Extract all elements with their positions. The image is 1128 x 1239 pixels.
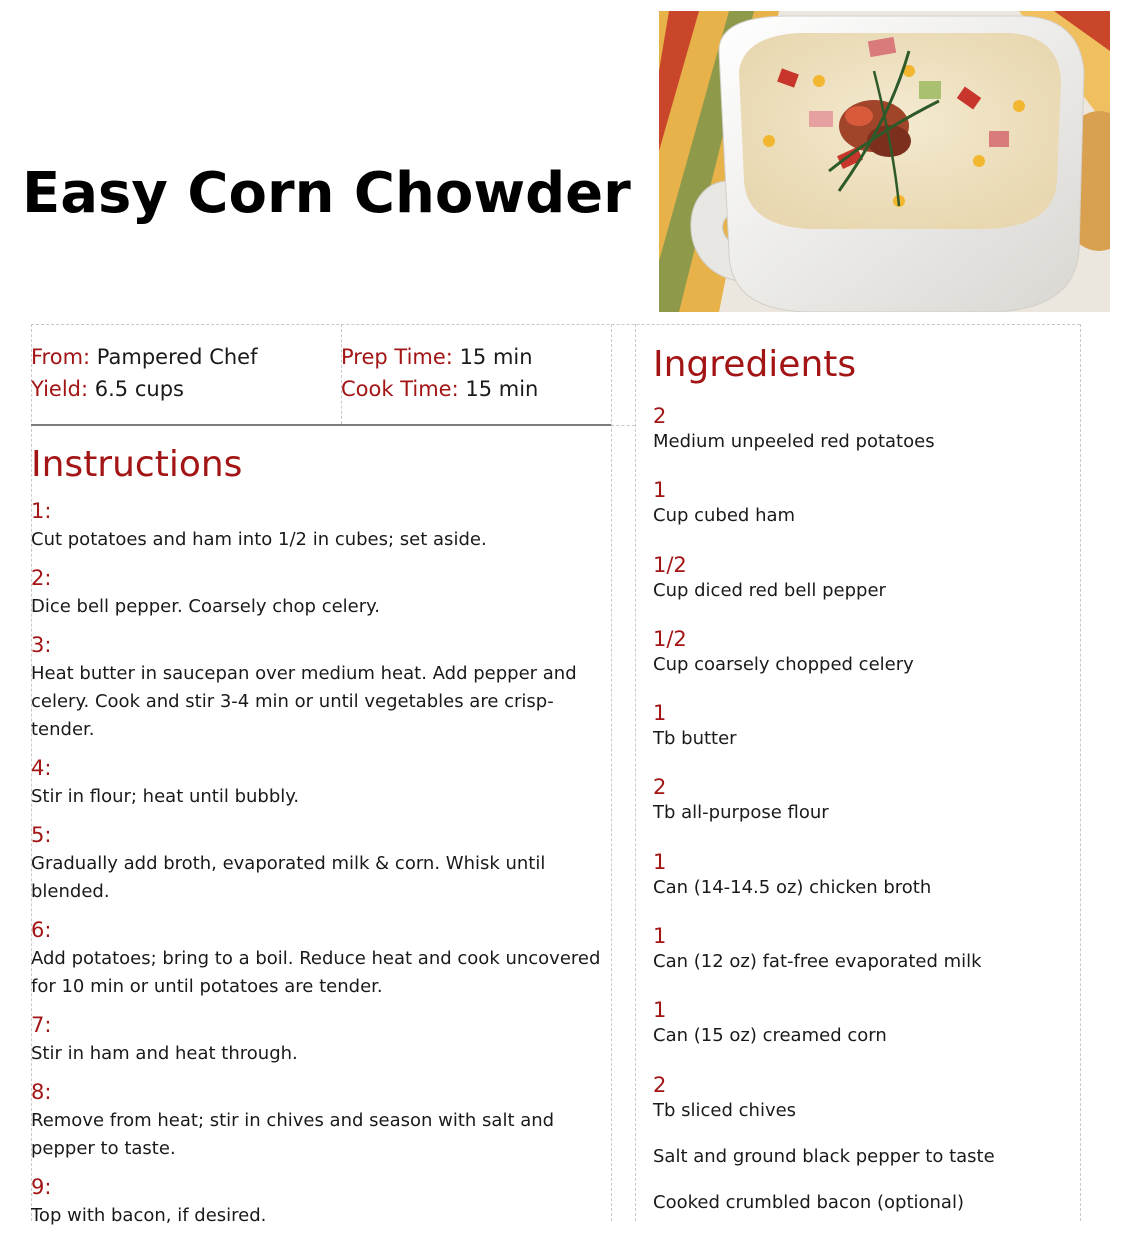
ingredient-quantity: 1 xyxy=(653,924,667,949)
ingredient-name: Can (12 oz) fat-free evaporated milk xyxy=(653,951,982,973)
ingredient-item xyxy=(653,848,1073,922)
ingredient-item xyxy=(653,476,1073,550)
step-text: Gradually add broth, evaporated milk & corn. Whisk until blended. xyxy=(31,853,546,902)
meta-cook-time xyxy=(341,373,538,405)
step-text: Top with bacon, if desired. xyxy=(31,1205,267,1226)
step-text: Cut potatoes and ham into 1/2 in cubes; set aside. xyxy=(31,529,487,550)
from-label: From: xyxy=(31,345,91,369)
ingredient-extra: Cooked crumbled bacon (optional) xyxy=(653,1191,964,1213)
table-border-right xyxy=(1080,324,1081,1221)
ingredient-item xyxy=(653,551,1073,625)
ingredient-name: Tb butter xyxy=(653,728,737,750)
yield-label: Yield: xyxy=(31,377,89,401)
ingredient-quantity: 1 xyxy=(653,849,667,874)
ingredient-name: Cup cubed ham xyxy=(653,505,796,527)
ingredient-quantity: 1 xyxy=(653,701,667,726)
ingredient-name: Cup coarsely chopped celery xyxy=(653,653,914,675)
ingredient-quantity: 1 xyxy=(653,998,667,1023)
instruction-step xyxy=(31,1010,611,1068)
ingredient-item xyxy=(653,1071,1073,1145)
soup-photo xyxy=(659,11,1110,312)
instruction-step xyxy=(31,1077,611,1163)
step-number: 2: xyxy=(31,566,52,590)
ingredient-name: Cup diced red bell pepper xyxy=(653,579,886,601)
prep-value: 15 min xyxy=(459,345,533,369)
step-text: Stir in ham and heat through. xyxy=(31,1043,298,1064)
prep-label: Prep Time: xyxy=(341,345,453,369)
step-text: Dice bell pepper. Coarsely chop celery. xyxy=(31,596,380,617)
ingredient-quantity: 2 xyxy=(653,1072,667,1097)
ingredients-heading: Ingredients xyxy=(653,344,857,385)
step-number: 4: xyxy=(31,756,52,780)
ingredient-name: Tb all-purpose flour xyxy=(653,802,829,824)
step-number: 6: xyxy=(31,918,52,942)
yield-value: 6.5 cups xyxy=(94,377,184,401)
ingredients-list xyxy=(653,402,1073,1237)
instructions-heading: Instructions xyxy=(31,444,243,485)
from-value: Pampered Chef xyxy=(96,345,258,369)
step-number: 9: xyxy=(31,1175,52,1199)
step-number: 3: xyxy=(31,633,52,657)
ingredient-item xyxy=(653,996,1073,1070)
soup-photo-icon xyxy=(659,11,1110,312)
step-number: 5: xyxy=(31,823,52,847)
step-text: Stir in flour; heat until bubbly. xyxy=(31,786,300,807)
instruction-step xyxy=(31,820,611,906)
recipe-title: Easy Corn Chowder xyxy=(22,161,631,226)
ingredient-item xyxy=(653,625,1073,699)
step-text: Heat butter in saucepan over medium heat. Add pepper and celery. Cook and stir 3-4 min or until vegetables are crisp-tender. xyxy=(31,663,577,740)
meta-divider-dashed xyxy=(611,425,635,426)
instruction-step xyxy=(31,630,611,744)
step-text: Add potatoes; bring to a boil. Reduce heat and cook uncovered for 10 min or until potatoes are tender. xyxy=(31,948,601,997)
instruction-step xyxy=(31,753,611,811)
table-border-right-instructions xyxy=(611,324,612,1221)
ingredient-item xyxy=(653,773,1073,847)
step-text: Remove from heat; stir in chives and season with salt and pepper to taste. xyxy=(31,1110,555,1159)
ingredient-quantity: 2 xyxy=(653,404,667,428)
table-border-left-ingredients xyxy=(635,324,636,1221)
instructions-list xyxy=(31,496,611,1239)
ingredient-quantity: 1/2 xyxy=(653,626,687,651)
ingredient-quantity: 2 xyxy=(653,775,667,800)
cook-label: Cook Time: xyxy=(341,377,459,401)
instruction-step xyxy=(31,563,611,621)
meta-prep-time xyxy=(341,341,533,373)
ingredient-quantity: 1/2 xyxy=(653,552,687,577)
meta-from xyxy=(31,341,257,373)
ingredient-extra: Salt and ground black pepper to taste xyxy=(653,1145,995,1167)
step-number: 1: xyxy=(31,499,52,523)
instruction-step xyxy=(31,496,611,554)
step-number: 8: xyxy=(31,1080,52,1104)
ingredient-item xyxy=(653,402,1073,476)
ingredient-name: Can (15 oz) creamed corn xyxy=(653,1025,887,1047)
ingredient-name: Tb sliced chives xyxy=(653,1099,797,1121)
meta-yield xyxy=(31,373,184,405)
ingredient-item xyxy=(653,699,1073,773)
step-number: 7: xyxy=(31,1013,52,1037)
ingredient-item xyxy=(653,922,1073,996)
meta-divider xyxy=(31,424,611,426)
instruction-step xyxy=(31,1172,611,1230)
table-border-top xyxy=(31,324,1080,325)
ingredient-quantity: 1 xyxy=(653,478,667,503)
ingredient-name: Can (14-14.5 oz) chicken broth xyxy=(653,876,932,898)
cook-value: 15 min xyxy=(465,377,539,401)
ingredient-name: Medium unpeeled red potatoes xyxy=(653,431,935,452)
instruction-step xyxy=(31,915,611,1001)
